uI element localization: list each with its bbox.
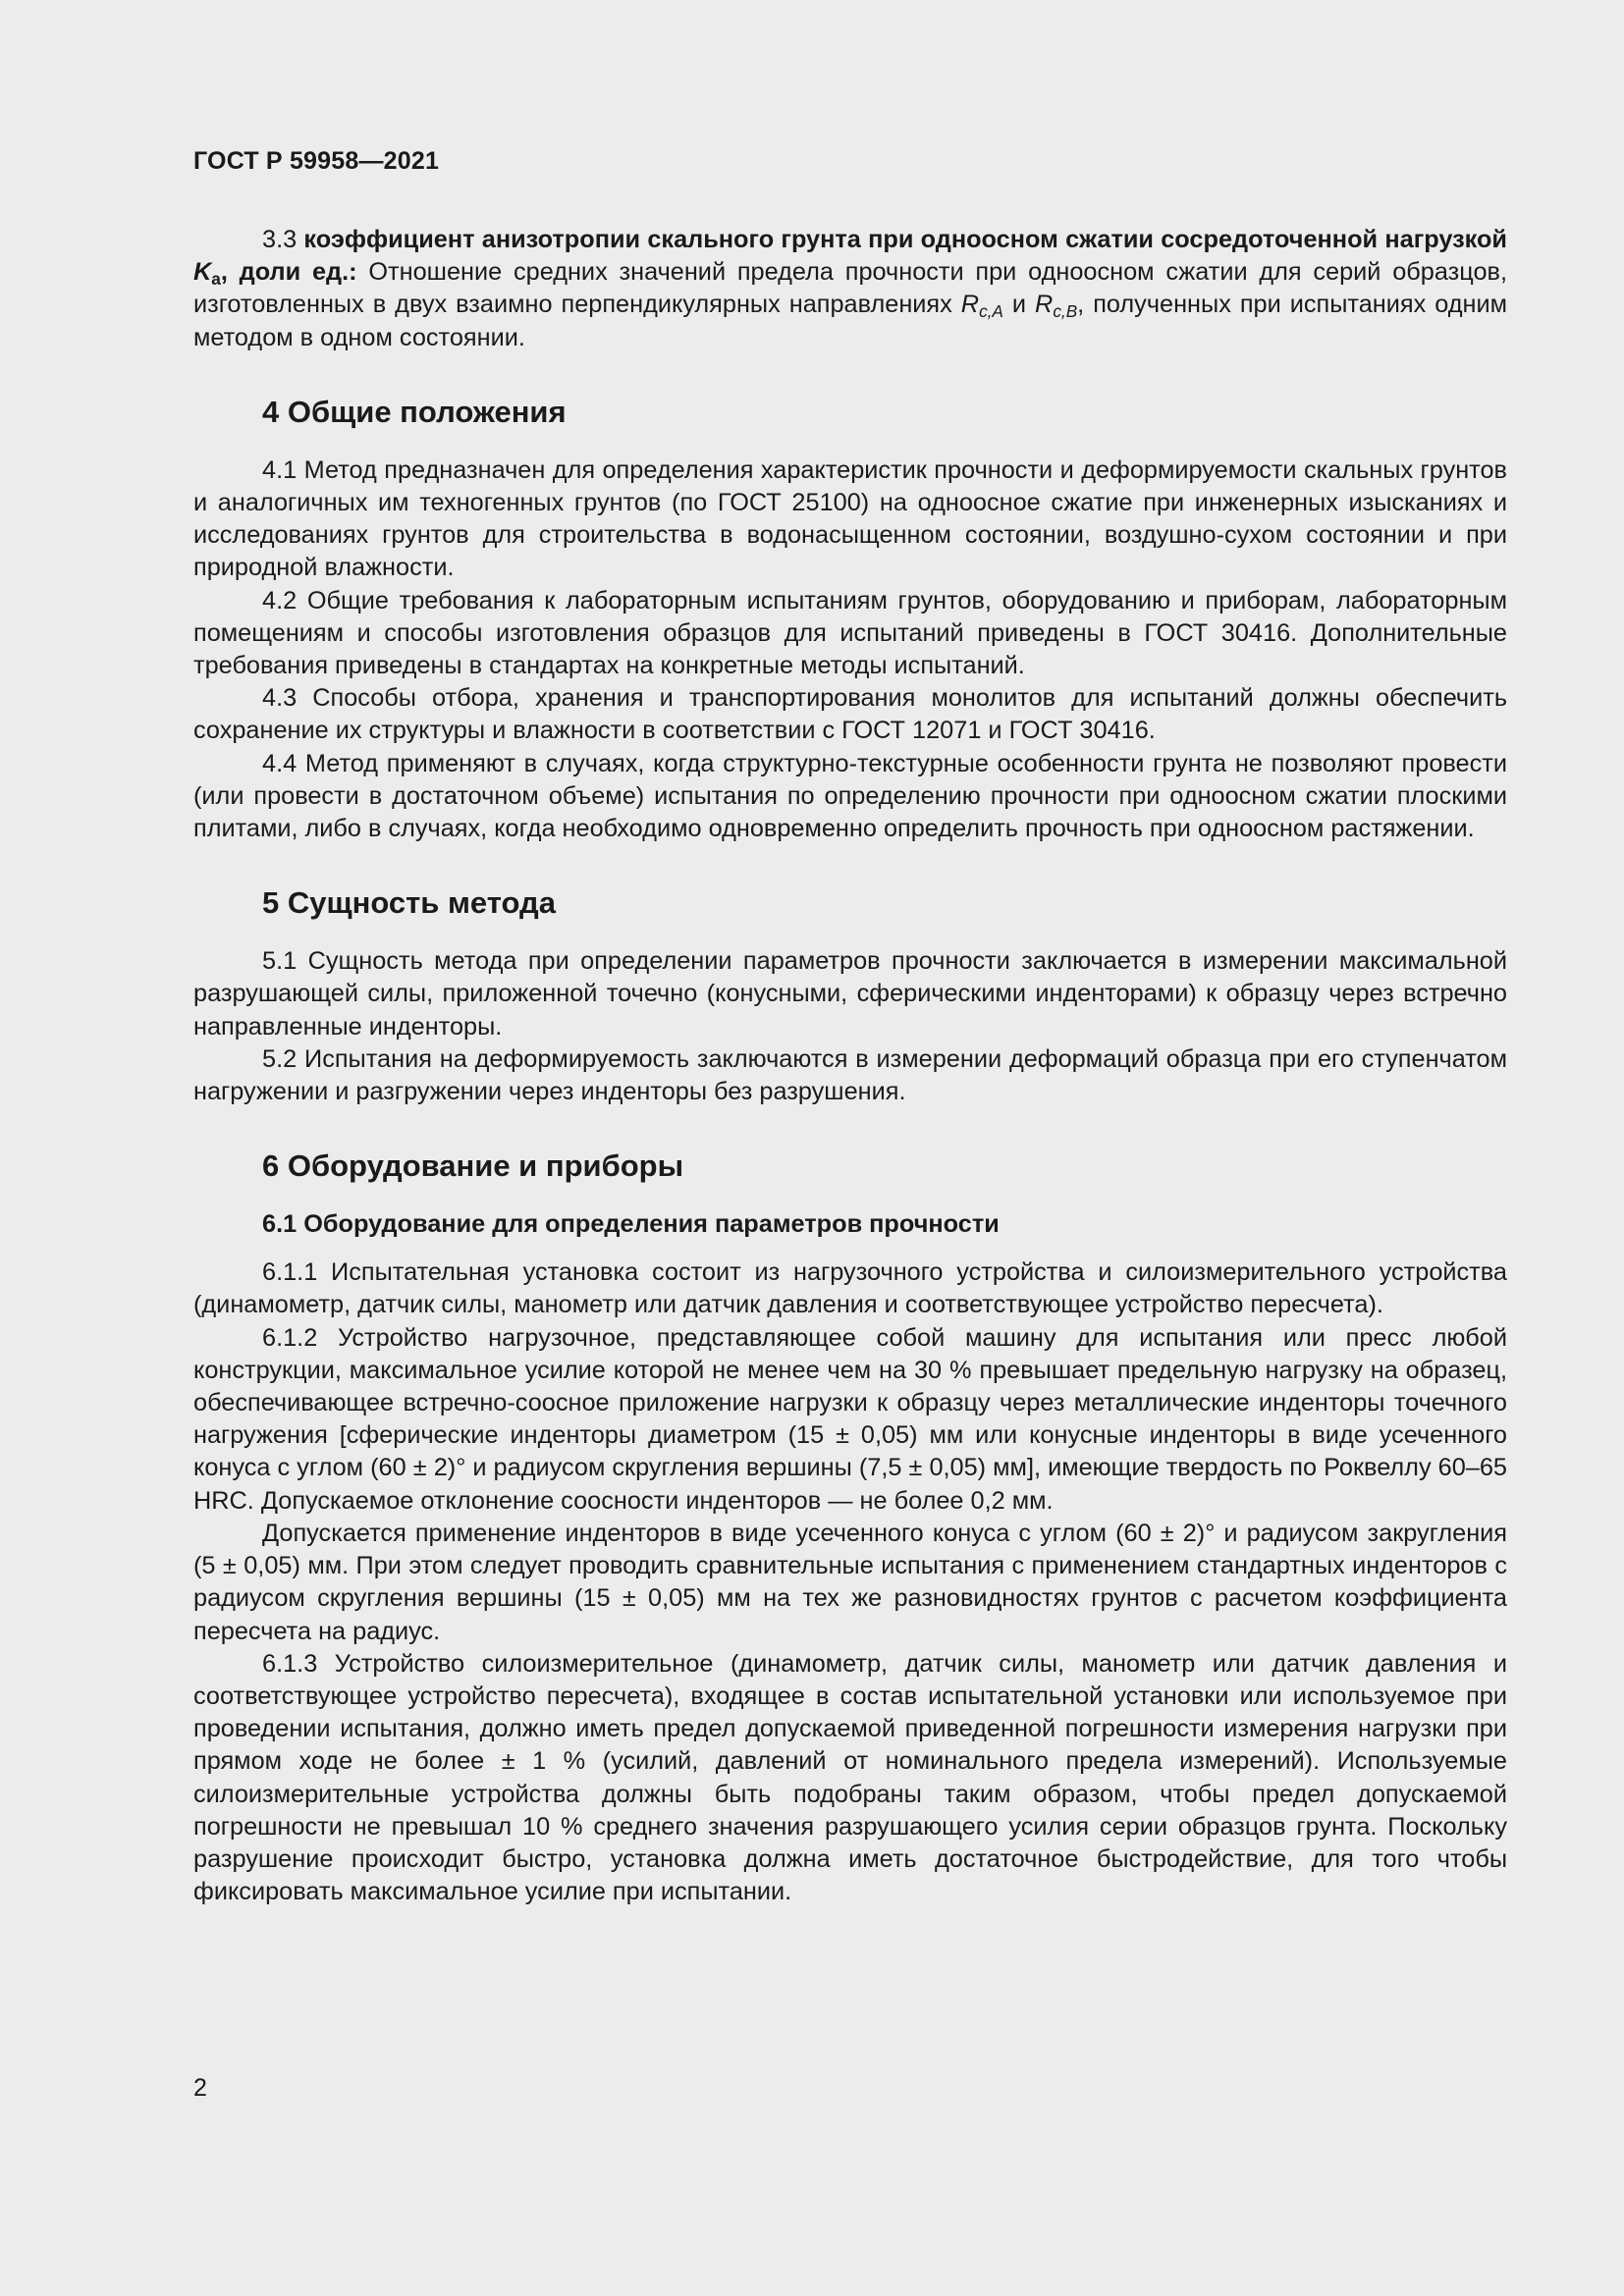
definition-3-3: 3.3 коэффициент анизотропии скального грунта при одноосном сжатии сосредоточенной нагрузкой $K_a$, доли ед.: Отношение средних значений предела прочности при одноосном сжатии для серий образцов, изготовленных в двух взаимно перпендикулярных направлениях $R_{c,A}$ и $R_{c,B}$, полученных при испытаниях одним методом в одном состоянии. [193, 226, 1507, 351]
section-title-5: 5 Сущность метода [262, 885, 556, 921]
document-header: ГОСТ Р 59958—2021 [193, 147, 440, 175]
definition-number: 3.3 [262, 226, 304, 253]
symbol-r1-subscript: c,A [979, 301, 1003, 322]
paragraph-6-1-2: 6.1.2 Устройство нагрузочное, представляющее собой машину для испытания или пресс любой конструкции, максимальное усилие которой не менее чем на 30 % превышает предельную нагрузку на образец, обеспечивающее встречно-соосное приложение нагрузки к образцу через металлические инденторы точечного нагружения [сферические инденторы диаметром (15 ± 0,05) мм или конусные инденторы в виде усеченного конуса с углом (60 ± 2)° и радиусом скругления вершины (7,5 ± 0,05) мм], имеющие твердость по Роквеллу 60–65 HRC. Допускаемое отклонение соосности инденторов — не более 0,2 мм. [193, 1323, 1507, 1515]
paragraph-6-1-3: 6.1.3 Устройство силоизмерительное (динамометр, датчик силы, манометр или датчик давления и соответствующее устройство пересчета), входящее в состав испытательной установки или используемое при проведении испытания, должно иметь предел допускаемой приведенной погрешности измерения нагрузки при прямом ходе не более ± 1 % (усилий, давлений от номинального предела измерений). Используемые силоизмерительные устройства должны быть подобраны таким образом, чтобы предел допускаемой погрешности не превышал 10 % среднего значения разрушающего усилия серии образцов грунта. Поскольку разрушение происходит быстро, установка должна иметь достаточное быстродействие, для того чтобы фиксировать максимальное усилие при испытании. [193, 1649, 1507, 1906]
symbol-r2-subscript: c,B [1053, 301, 1078, 322]
paragraph-4-3: 4.3 Способы отбора, хранения и транспортирования монолитов для испытаний должны обеспечить сохранение их структуры и влажности в соответствии с ГОСТ 12071 и ГОСТ 30416. [193, 684, 1507, 745]
symbol-r1: R [960, 291, 980, 319]
paragraph-5-2: 5.2 Испытания на деформируемость заключаются в измерении деформаций образца при его ступенчатом нагружении и разгружении через инденторы без разрушения. [193, 1044, 1507, 1106]
section-title-6: 6 Оборудование и приборы [262, 1148, 684, 1184]
section-title-4: 4 Общие положения [262, 394, 567, 429]
definition-term: коэффициент анизотропии скального грунта при одноосном сжатии сосредоточенной нагрузкой $K_a$, доли ед.: [193, 226, 1507, 290]
paragraph-6-1-1: 6.1.1 Испытательная установка состоит из нагрузочного устройства и силоизмерительного устройства (динамометр, датчик силы, манометр или датчик давления и соответствующее устройство пересчета). [193, 1258, 1507, 1319]
paragraph-4-1: 4.1 Метод предназначен для определения характеристик прочности и деформируемости скальных грунтов и аналогичных им техногенных грунтов (по ГОСТ 25100) на одноосное сжатие при инженерных изысканиях и исследованиях грунтов для строительства в водонасыщенном состоянии, воздушно-сухом состоянии и при природной влажности. [193, 455, 1507, 582]
paragraph-4-4: 4.4 Метод применяют в случаях, когда структурно-текстурные особенности грунта не позволяют провести (или провести в достаточном объеме) испытания по определению прочности при одноосном сжатии плоскими плитами, либо в случаях, когда необходимо одновременно определить прочность при одноосном растяжении. [193, 749, 1507, 843]
symbol-r2: R [1035, 291, 1054, 319]
paragraph-6-1-2-note: Допускается применение инденторов в виде усеченного конуса с углом (60 ± 2)° и радиусом закругления (5 ± 0,05) мм. При этом следует проводить сравнительные испытания с применением стандартных инденторов с радиусом скругления вершины (15 ± 0,05) мм на тех же разновидностях грунтов с расчетом коэффициента пересчета на радиус. [193, 1519, 1507, 1645]
paragraph-4-2: 4.2 Общие требования к лабораторным испытаниям грунтов, оборудованию и приборам, лабораторным помещениям и способы изготовления образцов для испытаний приведены в ГОСТ 30416. Дополнительные требования приведены в стандартах на конкретные методы испытаний. [193, 586, 1507, 680]
definition-text: Отношение средних значений предела прочности при одноосном сжатии для серий образцов, изготовленных в двух взаимно перпендикулярных направлениях [193, 258, 1507, 319]
symbol-k: K [193, 258, 212, 287]
symbol-k-subscript: a [211, 269, 221, 290]
document-body [193, 224, 1507, 1908]
subsection-title-6-1: 6.1 Оборудование для определения параметров прочности [262, 1210, 1000, 1239]
paragraph-5-1: 5.1 Сущность метода при определении параметров прочности заключается в измерении максимальной разрушающей силы, приложенной точечно (конусными, сферическими инденторами) к образцу через встречно направленные инденторы. [193, 947, 1507, 1041]
page-number: 2 [193, 2074, 207, 2102]
